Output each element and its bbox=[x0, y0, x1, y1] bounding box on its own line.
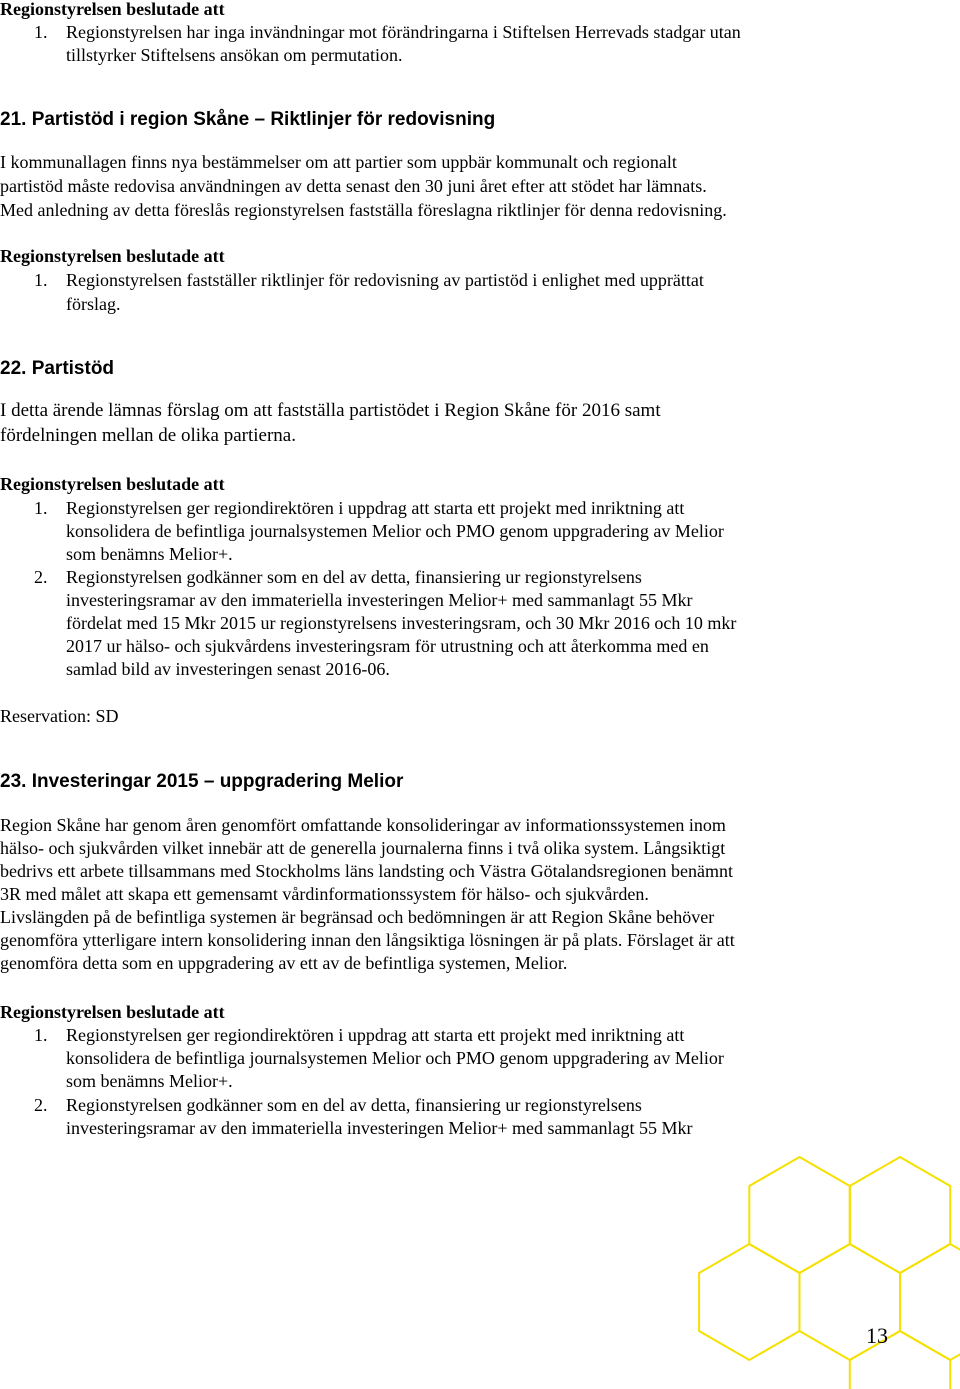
page-number: 13 bbox=[866, 1323, 888, 1348]
paragraph-line: Region Skåne har genom åren genomfört omfattande konsolideringar av informationssystemen inom bbox=[0, 815, 726, 835]
paragraph-line: fördelningen mellan de olika partierna. bbox=[0, 425, 296, 446]
list-item-line: Regionstyrelsen ger regiondirektören i uppdrag att starta ett projekt med inriktning att bbox=[66, 1025, 685, 1045]
list-item-line: som benämns Melior+. bbox=[66, 544, 233, 564]
paragraph-line: partistöd måste redovisa användningen av detta senast den 30 juni året efter att stödet har lämnats. bbox=[0, 176, 707, 196]
list-item-line: Regionstyrelsen godkänner som en del av detta, finansiering ur regionstyrelsens bbox=[66, 1095, 642, 1115]
list-number: 1. bbox=[34, 498, 48, 518]
reservation-note: Reservation: SD bbox=[0, 706, 119, 726]
honeycomb-decoration bbox=[600, 1150, 960, 1389]
list-item-line: investeringsramar av den immateriella investeringen Melior+ med sammanlagt 55 Mkr bbox=[66, 1118, 693, 1138]
decision-heading: Regionstyrelsen beslutade att bbox=[0, 0, 225, 19]
list-number: 2. bbox=[34, 1095, 48, 1115]
paragraph-line: Med anledning av detta föreslås regionstyrelsen fastställa föreslagna riktlinjer för denna redovisning. bbox=[0, 200, 727, 220]
section-title: 23. Investeringar 2015 – uppgradering Melior bbox=[0, 771, 404, 792]
list-item-line: Regionstyrelsen ger regiondirektören i uppdrag att starta ett projekt med inriktning att bbox=[66, 498, 685, 518]
list-number: 1. bbox=[34, 270, 48, 290]
list-item-line: förslag. bbox=[66, 294, 121, 314]
decision-heading: Regionstyrelsen beslutade att bbox=[0, 246, 225, 266]
list-item-line: fördelat med 15 Mkr 2015 ur regionstyrelsens investeringsram, och 30 Mkr 2016 och 10 mkr bbox=[66, 613, 737, 633]
list-number: 1. bbox=[34, 22, 48, 42]
paragraph-line: I kommunallagen finns nya bestämmelser om att partier som uppbär kommunalt och regionalt bbox=[0, 152, 677, 172]
decision-heading: Regionstyrelsen beslutade att bbox=[0, 1002, 225, 1022]
paragraph-line: bedrivs ett arbete tillsammans med Stockholms läns landsting och Västra Götalandsregionen benämnt bbox=[0, 861, 734, 881]
hexagon-shape bbox=[749, 1157, 850, 1273]
paragraph-line: genomföra ytterligare intern konsolidering innan den långsiktiga lösningen är på plats. Förslaget är att bbox=[0, 930, 735, 950]
list-item-line: investeringsramar av den immateriella investeringen Melior+ med sammanlagt 55 Mkr bbox=[66, 590, 693, 610]
paragraph-line: 3R med målet att skapa ett gemensamt vårdinformationssystem för hälso- och sjukvården. bbox=[0, 884, 649, 904]
paragraph-line: genomföra detta som en uppgradering av ett av de befintliga systemen, Melior. bbox=[0, 953, 568, 973]
list-number: 2. bbox=[34, 567, 48, 587]
section-title: 22. Partistöd bbox=[0, 358, 115, 379]
list-number: 1. bbox=[34, 1025, 48, 1045]
hexagon-shape bbox=[699, 1244, 799, 1360]
decision-heading: Regionstyrelsen beslutade att bbox=[0, 474, 225, 494]
list-item-line: Regionstyrelsen godkänner som en del av detta, finansiering ur regionstyrelsens bbox=[66, 567, 642, 587]
list-item-line: konsolidera de befintliga journalsystemen Melior och PMO genom uppgradering av Melior bbox=[66, 1048, 724, 1068]
list-item-line: Regionstyrelsen har inga invändningar mot förändringarna i Stiftelsen Herrevads stadgar utan bbox=[66, 22, 741, 42]
paragraph-line: Livslängden på de befintliga systemen är begränsad och bedömningen är att Region Skåne behöver bbox=[0, 907, 715, 927]
list-item-line: 2017 ur hälso- och sjukvårdens investeringsram för utrustning och att återkomma med en bbox=[66, 636, 709, 656]
list-item-line: som benämns Melior+. bbox=[66, 1071, 233, 1091]
hexagon-shape bbox=[850, 1157, 950, 1273]
list-item-line: Regionstyrelsen fastställer riktlinjer för redovisning av partistöd i enlighet med upprättat bbox=[66, 270, 704, 290]
paragraph-line: I detta ärende lämnas förslag om att fastställa partistödet i Region Skåne för 2016 samt bbox=[0, 400, 661, 421]
list-item-line: tillstyrker Stiftelsens ansökan om permutation. bbox=[66, 45, 403, 65]
list-item-line: konsolidera de befintliga journalsystemen Melior och PMO genom uppgradering av Melior bbox=[66, 521, 724, 541]
section-title: 21. Partistöd i region Skåne – Riktlinjer för redovisning bbox=[0, 109, 496, 130]
hexagon-shape bbox=[850, 1331, 950, 1389]
hexagon-shape bbox=[900, 1244, 960, 1360]
paragraph-line: hälso- och sjukvården vilket innebär att de generella journalerna finns i två olika system. Långsiktigt bbox=[0, 838, 726, 858]
list-item-line: samlad bild av investeringen senast 2016-06. bbox=[66, 659, 390, 679]
